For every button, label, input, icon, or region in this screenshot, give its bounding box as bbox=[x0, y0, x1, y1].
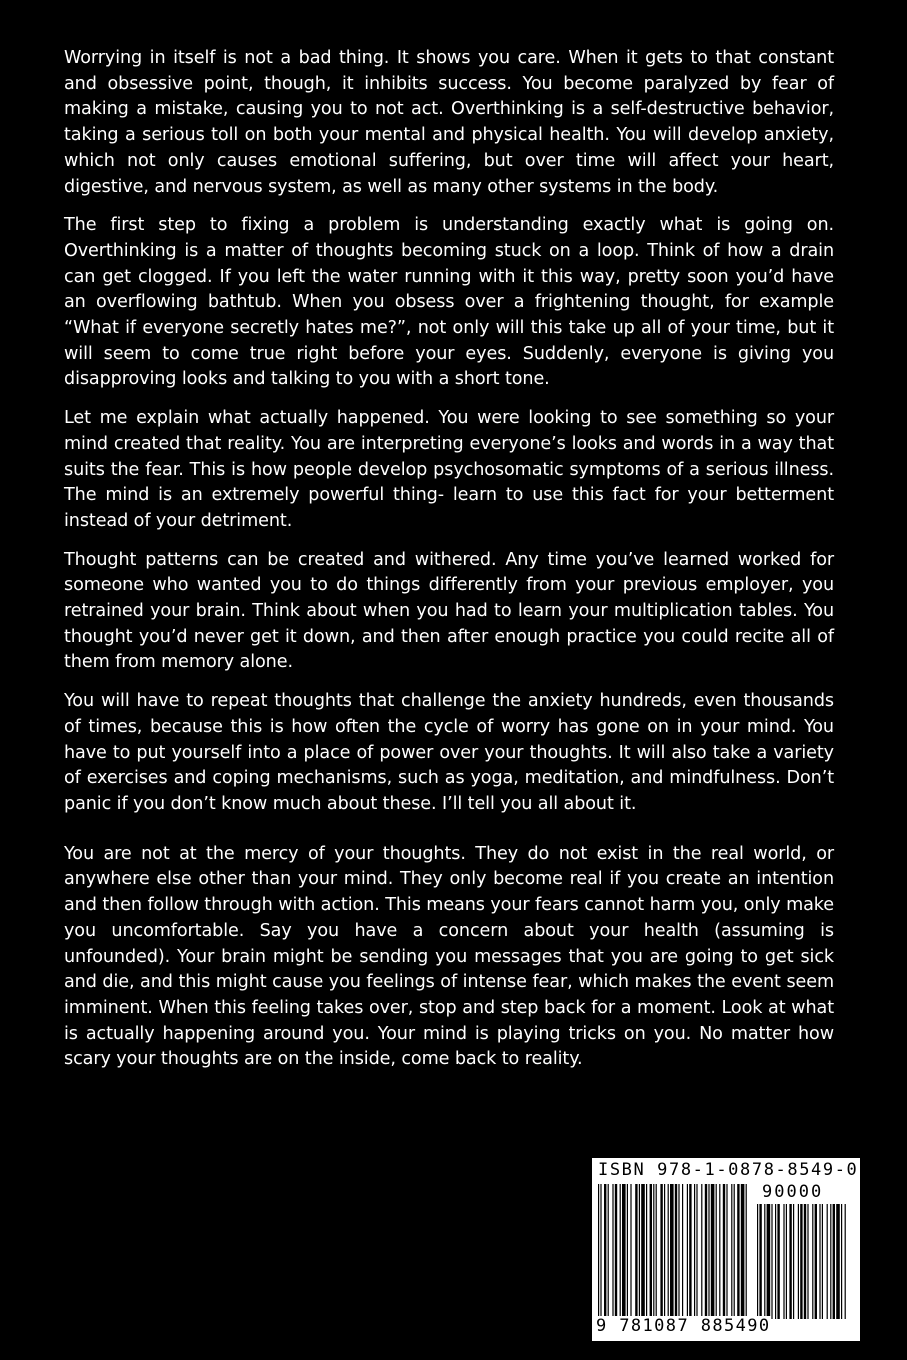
paragraph-5: You will have to repeat thoughts that challenge the anxiety hundreds, even thousands of times, because this is how often the cycle of worry has gone on in your mind. You have to put yourself into a place of power over your thoughts. It will also take a variety of exercises and coping mechanisms, such as yoga, meditation, and mindfulness. Don’t panic if you don’t know much about these. I’ll tell you all about it. bbox=[64, 691, 834, 814]
barcode-bar bbox=[819, 1204, 820, 1319]
body-text bbox=[64, 46, 834, 1086]
barcode-bar bbox=[650, 1184, 652, 1319]
barcode-bar bbox=[604, 1184, 606, 1319]
barcode-bar bbox=[656, 1184, 657, 1319]
barcode-bar bbox=[608, 1184, 609, 1319]
barcode-bar bbox=[804, 1204, 806, 1319]
barcode-bar bbox=[746, 1184, 747, 1319]
barcode-bar bbox=[783, 1204, 784, 1319]
barcode-bar bbox=[719, 1184, 720, 1319]
barcode-bar bbox=[800, 1204, 802, 1319]
paragraph-2: The first step to fixing a problem is understanding exactly what is going on. Overthinking is a matter of thoughts becoming stuck on a loop. Think of how a drain can get clogged. If you left the water running with it this way, pretty soon you’d have an overflowing bathtub. When you obsess over a frightening thought, for example “What if everyone secretly hates me?”, not only will this take up all of your time, but it will seem to come true right before your eyes. Suddenly, everyone is giving you disapproving looks and talking to you with a short tone. bbox=[64, 215, 834, 390]
barcode-bar bbox=[678, 1184, 679, 1319]
isbn-label: ISBN 978-1-0878-8549-0 bbox=[598, 1160, 859, 1180]
barcode-bar bbox=[734, 1184, 735, 1319]
paragraph-6: You are not at the mercy of your thoughts. They do not exist in the real world, or anywhere else other than your mind. They only become real if you create an intention and then follow through with action. This means your fears cannot harm you, only make you uncomfortable. Say you have a concern about your health (assuming is unfounded). Your brain might be sending you messages that you are going to get sick and die, and this might cause you feelings of intense fear, which makes the event seem imminent. When this feeling takes over, stop and step back for a moment. Look at what is actually happening around you. Your mind is playing tricks on you. No matter how scary your thoughts are on the inside, come back to reality. bbox=[64, 843, 834, 1070]
barcode-bar bbox=[641, 1184, 645, 1319]
barcode-bar bbox=[836, 1204, 840, 1319]
barcode-bar bbox=[600, 1184, 601, 1319]
barcode-bar bbox=[664, 1184, 665, 1319]
barcode-bar bbox=[822, 1204, 823, 1319]
barcode-bar bbox=[705, 1184, 707, 1319]
barcode-bar bbox=[741, 1184, 745, 1319]
barcode-bar bbox=[711, 1184, 715, 1319]
paragraph-4: Thought patterns can be created and withered. Any time you’ve learned worked for someone who wanted you to do things differently from your previous employer, you retrained your brain. Think about when you had to learn your multiplication tables. You thought you’d never get it down, and then after enough practice you could recite all of them from memory alone. bbox=[64, 549, 834, 673]
price-addon-bars bbox=[757, 1204, 851, 1319]
barcode-bar bbox=[716, 1184, 717, 1319]
barcode-bar bbox=[696, 1184, 697, 1319]
barcode-bar bbox=[653, 1184, 654, 1319]
barcode-bar bbox=[731, 1184, 732, 1319]
barcode-bar bbox=[668, 1184, 669, 1319]
barcode-bar bbox=[841, 1204, 842, 1319]
barcode-bar bbox=[639, 1184, 640, 1319]
barcode-bar bbox=[771, 1204, 772, 1319]
barcode-bar bbox=[598, 1184, 599, 1319]
barcode-bar bbox=[726, 1184, 727, 1319]
barcode-bar bbox=[764, 1204, 765, 1319]
barcode-bar bbox=[777, 1204, 779, 1319]
barcode-bar bbox=[830, 1204, 831, 1319]
barcode-bar bbox=[759, 1204, 761, 1319]
barcode-bar bbox=[723, 1184, 725, 1319]
barcode-bar bbox=[660, 1184, 662, 1319]
barcode-bar bbox=[815, 1204, 817, 1319]
barcode-bar bbox=[845, 1204, 846, 1319]
barcode-bar bbox=[789, 1204, 791, 1319]
barcode-bar bbox=[812, 1204, 813, 1319]
barcode-bar bbox=[767, 1204, 771, 1319]
barcode-bar bbox=[630, 1184, 631, 1319]
barcode-bar bbox=[833, 1204, 835, 1319]
barcode-bar bbox=[622, 1184, 626, 1319]
barcode-bar bbox=[694, 1184, 695, 1319]
paragraph-3: Let me explain what actually happened. You were looking to see something so your mind created that reality. You are interpreting everyone’s looks and words in a way that suits the fear. This is how people develop psychosomatic symptoms of a serious illness. The mind is an extremely powerful thing- learn to use this fact for your betterment instead of your detriment. bbox=[64, 408, 834, 531]
barcode-bar bbox=[798, 1204, 799, 1319]
barcode-bar bbox=[775, 1204, 776, 1319]
barcode-bar bbox=[627, 1184, 628, 1319]
barcode-bar bbox=[646, 1184, 647, 1319]
barcode-bar bbox=[687, 1184, 688, 1319]
barcode-bar bbox=[807, 1204, 808, 1319]
ean-digits: 9 781087 885490 bbox=[596, 1316, 771, 1336]
barcode-bar bbox=[675, 1184, 677, 1319]
barcode-bar bbox=[757, 1204, 758, 1319]
barcode-bar bbox=[682, 1184, 683, 1319]
barcode-bar bbox=[827, 1204, 828, 1319]
barcode-bars bbox=[598, 1184, 748, 1319]
barcode-bar bbox=[615, 1184, 617, 1319]
barcode-bar bbox=[635, 1184, 637, 1319]
paragraph-1: Worrying in itself is not a bad thing. It shows you care. When it gets to that constant and obsessive point, though, it inhibits success. You become paralyzed by fear of making a mistake, causing you to not act. Overthinking is a self-destructive behavior, taking a serious toll on both your mental and physical health. You will develop anxiety, which not only causes emotional suffering, but over time will affect your heart, digestive, and nervous system, as well as many other systems in the body. bbox=[64, 48, 834, 197]
isbn-barcode bbox=[592, 1158, 860, 1341]
barcode-bar bbox=[689, 1184, 691, 1319]
barcode-bar bbox=[620, 1184, 621, 1319]
barcode-bar bbox=[786, 1204, 787, 1319]
barcode-bar bbox=[670, 1184, 674, 1319]
barcode-bar bbox=[708, 1184, 709, 1319]
price-addon-digits: 90000 bbox=[762, 1182, 824, 1202]
barcode-bar bbox=[793, 1204, 794, 1319]
barcode-bar bbox=[701, 1184, 702, 1319]
barcode-bar bbox=[612, 1184, 613, 1319]
barcode-bar bbox=[737, 1184, 739, 1319]
